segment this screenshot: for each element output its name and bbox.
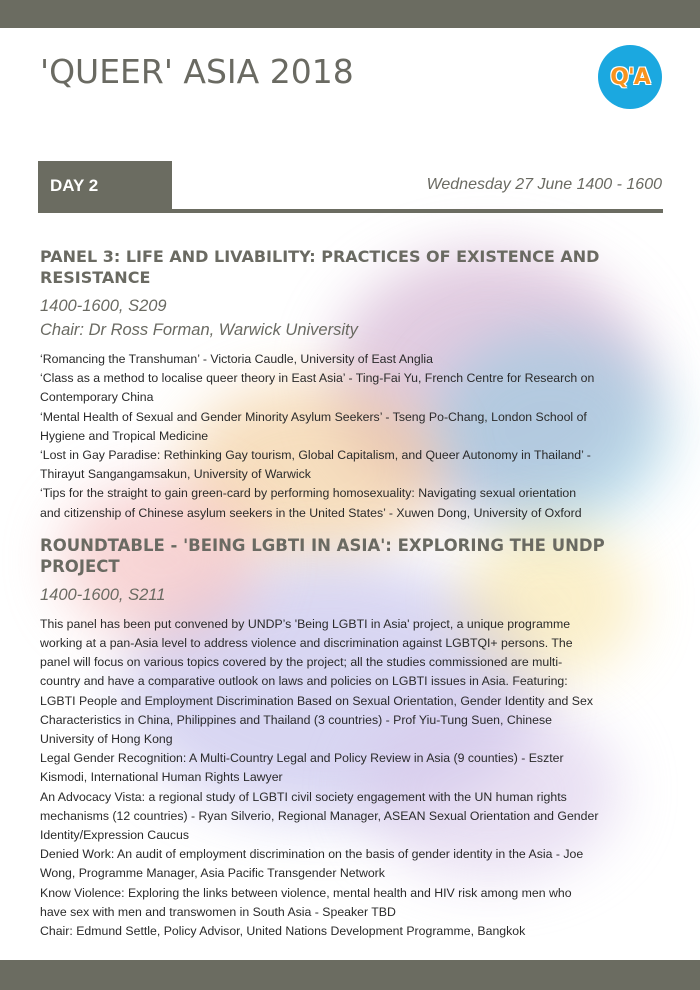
divider (38, 209, 663, 213)
roundtable-line: Kismodi, International Human Rights Lawyer (40, 770, 283, 785)
paper-line: ‘Tips for the straight to gain green-card by performing homosexuality: Navigating sexual orientation (40, 486, 577, 501)
roundtable-line: An Advocacy Vista: a regional study of LGBTI civil society engagement with the UN human rights (40, 789, 567, 804)
panel-chair: Chair: Dr Ross Forman, Warwick University (40, 321, 358, 339)
roundtable-line: country and have a comparative outlook on laws and policies on LGBTI issues in Asia. Featuring: (40, 674, 568, 689)
roundtable-line: working at a pan-Asia level to address violence and discrimination against LGBTQI+ persons. The (40, 636, 573, 651)
roundtable-line: LGBTI People and Employment Discrimination Based on Sexual Orientation, Gender Identity and Sex (40, 693, 593, 708)
paper-line: Hygiene and Tropical Medicine (40, 428, 209, 443)
top-band (0, 0, 700, 28)
paper-line: ‘Mental Health of Sexual and Gender Minority Asylum Seekers’ - Tseng Po-Chang, London School of (40, 409, 587, 424)
paper-line: Thirayut Sangangamsakun, University of Warwick (40, 467, 311, 482)
paper-line: and citizenship of Chinese asylum seekers in the United States’ - Xuwen Dong, University of Oxford (40, 505, 582, 520)
panel-title: RESISTANCE (40, 268, 151, 287)
roundtable-line: Wong, Programme Manager, Asia Pacific Transgender Network (40, 866, 385, 881)
roundtable-line: University of Hong Kong (40, 732, 173, 747)
roundtable-line: Denied Work: An audit of employment discrimination on the basis of gender identity in the Asia - Joe (40, 847, 584, 862)
paper-line: ‘Romancing the Transhuman’ - Victoria Caudle, University of East Anglia (40, 352, 434, 366)
day-label-box (38, 161, 172, 211)
roundtable-line: This panel has been put convened by UNDP’s 'Being LGBTI in Asia' project, a unique programme (40, 616, 571, 631)
logo-text: Q'A (610, 64, 650, 90)
paper-line: Contemporary China (40, 390, 154, 405)
roundtable-line: Characteristics in China, Philippines and Thailand (3 countries) - Prof Yiu-Tung Suen, Chinese (40, 712, 552, 727)
day-date: Wednesday 27 June 1400 - 1600 (426, 176, 662, 193)
page-title: 'QUEER' ASIA 2018 (40, 52, 354, 91)
roundtable-line: have sex with men and transwomen in South Asia - Speaker TBD (40, 904, 396, 919)
roundtable-line: Chair: Edmund Settle, Policy Advisor, United Nations Development Programme, Bangkok (40, 924, 526, 939)
roundtable-line: mechanisms (12 countries) - Ryan Silverio, Regional Manager, ASEAN Sexual Orientation and Gender (40, 808, 599, 823)
roundtable-line: Know Violence: Exploring the links between violence, mental health and HIV risk among men who (40, 885, 572, 900)
roundtable-time-room: 1400-1600, S211 (40, 585, 166, 604)
panel-time-room: 1400-1600, S209 (40, 297, 167, 315)
day-label: DAY 2 (50, 176, 99, 195)
panel-3-section (40, 246, 665, 523)
roundtable-title: ROUNDTABLE - 'BEING LGBTI IN ASIA': EXPLORING THE UNDP PROJECT (40, 535, 605, 576)
bottom-band (0, 960, 700, 990)
roundtable-line: Identity/Expression Caucus (40, 828, 190, 843)
panel-title: PANEL 3: LIFE AND LIVABILITY: PRACTICES OF EXISTENCE AND (40, 247, 600, 266)
paper-line: ‘Class as a method to localise queer theory in East Asia’ - Ting-Fai Yu, French Centre for Research on (40, 371, 595, 386)
roundtable-line: Legal Gender Recognition: A Multi-Country Legal and Policy Review in Asia (9 counties) - Eszter (40, 751, 564, 766)
queer-asia-logo (598, 45, 662, 109)
schedule-content (40, 246, 665, 941)
roundtable-line: panel will focus on various topics covered by the project; all the studies commissioned are multi- (40, 655, 563, 670)
roundtable-section (40, 535, 665, 941)
paper-line: ‘Lost in Gay Paradise: Rethinking Gay tourism, Global Capitalism, and Queer Autonomy in Thailand’ - (40, 448, 591, 463)
